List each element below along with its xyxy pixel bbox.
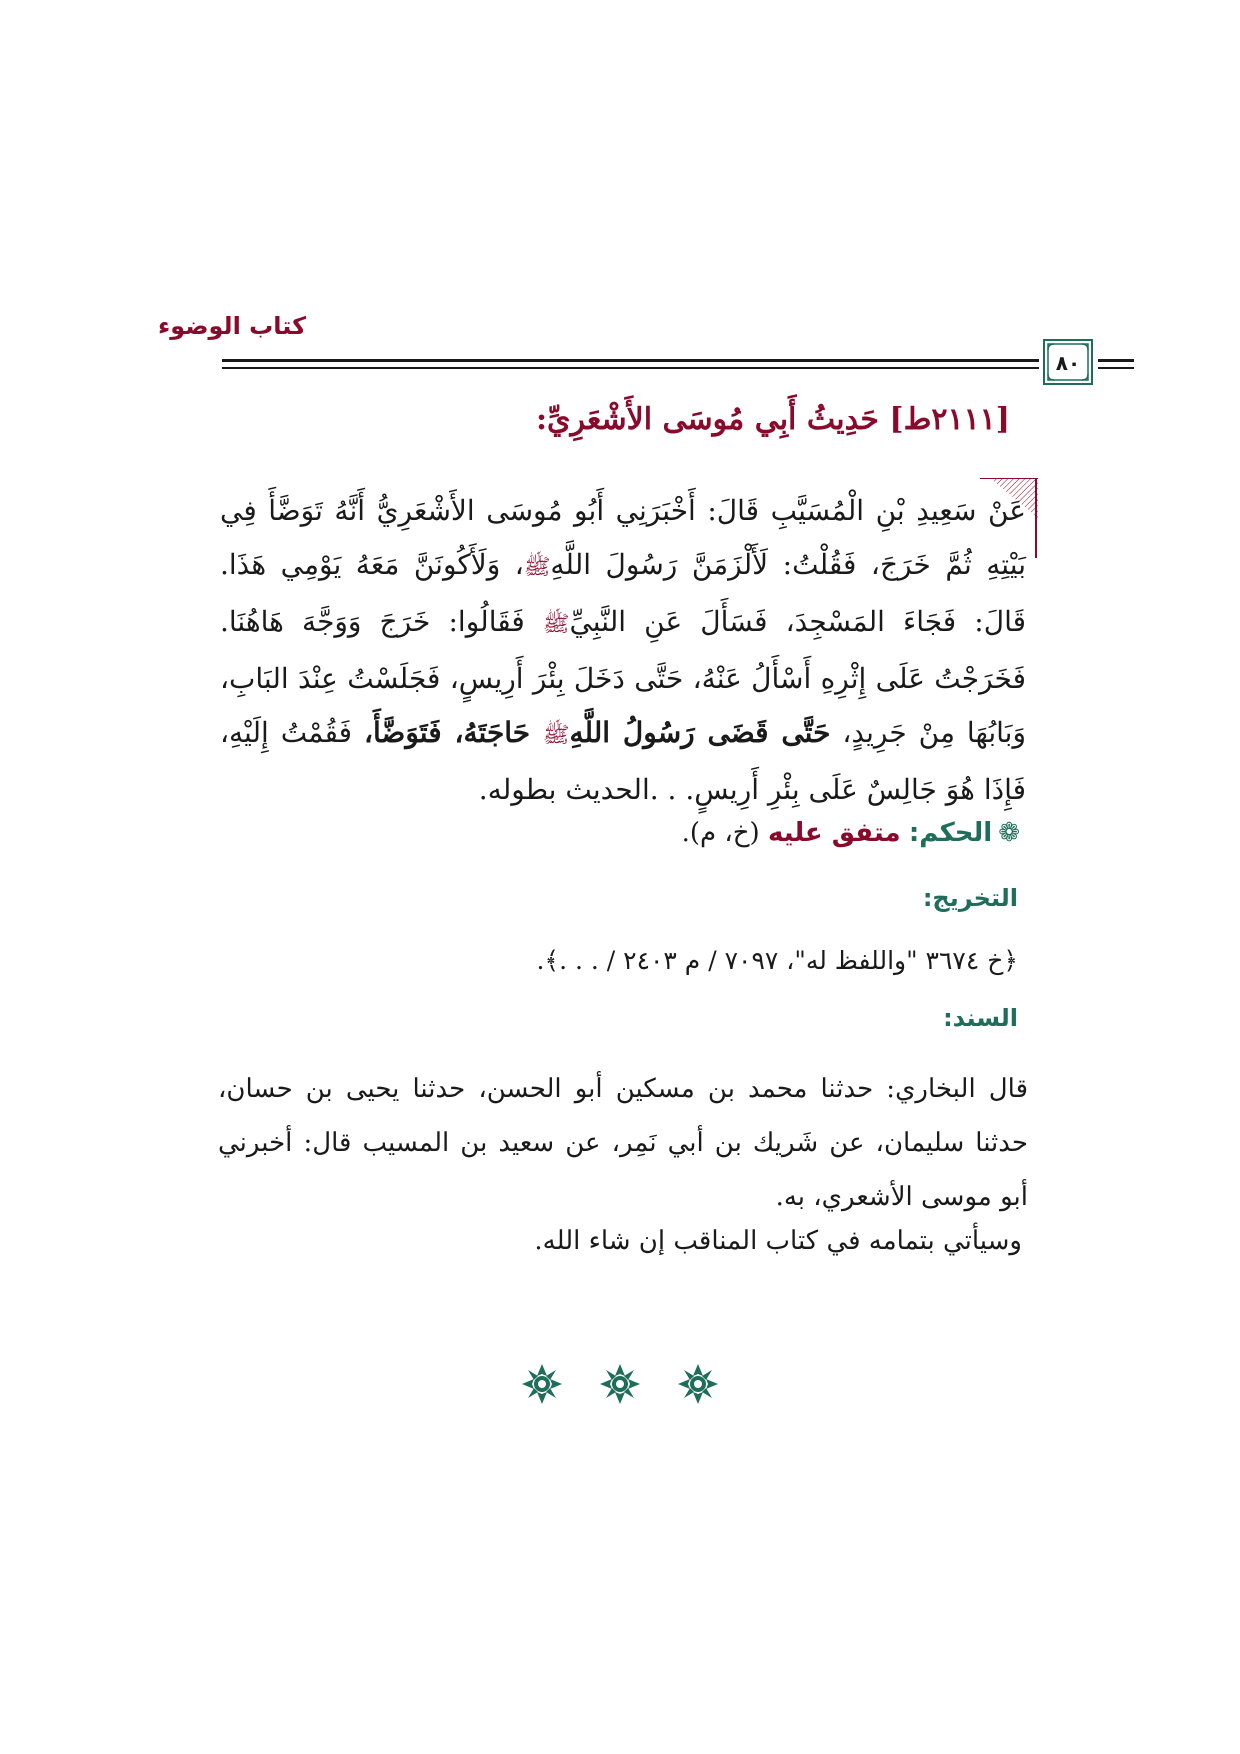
- hadith-text-part4: فَقُمْتُ إِلَيْهِ، فَإِذَا هُوَ جَالِسٌ عَلَى بِئْرِ أَرِيسٍ. . .الحديث بطوله.: [220, 716, 1026, 806]
- sanad-text: [218, 1062, 1028, 1224]
- ruling-value: متفق عليه: [767, 818, 901, 848]
- salawat-glyph: ﷺ: [523, 555, 551, 580]
- takhrij-references: ﴿خ ٣٦٧٤ "واللفظ له"، ٧٠٩٧ / م ٢٤٠٣ / . . .﴾.: [536, 946, 1018, 975]
- ornament-icon: [520, 1362, 564, 1406]
- rosette-icon: ❁: [998, 818, 1020, 848]
- header-rule-top: [222, 359, 1039, 362]
- ruling-label: الحكم:: [908, 818, 993, 848]
- page-number: ٨٠: [1055, 351, 1081, 375]
- section-end-ornaments: [520, 1362, 720, 1408]
- takhrij-heading: التخريج:: [922, 884, 1018, 912]
- hadith-text-part1: عَنْ سَعِيدِ بْنِ الْمُسَيَّبِ قَالَ: أَخْبَرَنِي أَبُو مُوسَى الأَشْعَرِيُّ أَنَّهُ تَوَضَّأَ فِي بَيْتِهِ ثُمَّ خَرَجَ، فَقُلْتُ: لَأَلْزَمَنَّ رَسُولَ اللَّهِ: [220, 494, 1026, 581]
- hadith-number: [٢١١١ط]: [889, 402, 1010, 437]
- hadith-text-bold1: حَتَّى قَضَى رَسُولُ اللَّهِ: [569, 716, 831, 749]
- ruling-refs: (خ، م).: [681, 818, 760, 848]
- ornament-icon: [676, 1362, 720, 1406]
- salawat-glyph: ﷺ: [542, 723, 570, 748]
- sanad-paragraph: قال البخاري: حدثنا محمد بن مسكين أبو الحسن، حدثنا يحيى بن حسان، حدثنا سليمان، عن شَريك بن أبي نَمِر، عن سعيد بن المسيب قال: أخبرني أبو موسى الأشعري، به.: [218, 1074, 1028, 1212]
- ruling-line: [220, 818, 1020, 848]
- header-rule-right-top: [1098, 359, 1134, 362]
- ornament-icon: [598, 1362, 642, 1406]
- page-number-badge: [1042, 338, 1094, 386]
- book-title: كتاب الوضوء: [158, 312, 307, 340]
- hadith-text: [220, 484, 1026, 817]
- hadith-title: حَدِيثُ أَبِي مُوسَى الأَشْعَرِيِّ:: [535, 402, 879, 437]
- page-number-frame-icon: [1042, 338, 1094, 386]
- note-text: وسيأتي بتمامه في كتاب المناقب إن شاء الله.: [534, 1226, 1022, 1256]
- sanad-heading: السند:: [943, 1004, 1018, 1032]
- hadith-heading: [210, 402, 1010, 437]
- header-rule-bottom: [222, 367, 1039, 369]
- header-rule-right-bottom: [1098, 367, 1134, 369]
- hadith-text-part3: فَقَالُوا: خَرَجَ وَوَجَّهَ هَاهُنَا. فَخَرَجْتُ عَلَى إِثْرِهِ أَسْأَلُ عَنْهُ، حَتَّى دَخَلَ بِئْرَ أَرِيسٍ، فَجَلَسْتُ عِنْدَ البَابِ، وَبَابُهَا مِنْ جَرِيدٍ،: [220, 605, 1026, 749]
- salawat-glyph: ﷺ: [542, 612, 570, 637]
- hadith-text-part2: ، وَلَأَكُونَنَّ مَعَهُ يَوْمِي هَذَا. قَالَ: فَجَاءَ المَسْجِدَ، فَسَأَلَ عَنِ النَّبِيِّ: [220, 548, 1026, 638]
- hadith-text-bold2: حَاجَتَهُ، فَتَوَضَّأَ،: [363, 716, 543, 749]
